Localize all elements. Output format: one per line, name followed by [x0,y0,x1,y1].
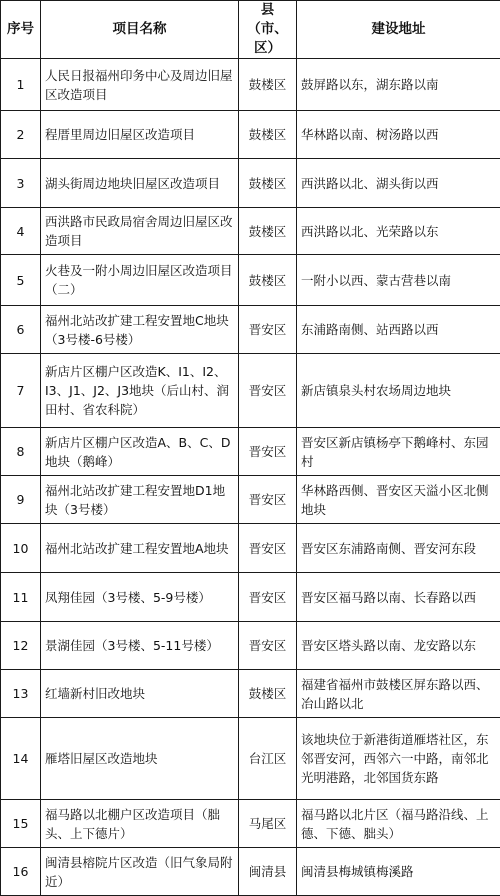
row-number: 15 [1,800,41,848]
row-number: 7 [1,354,41,428]
project-name: 凤翔佳园（3号楼、5-9号楼） [41,573,239,622]
project-name: 人民日报福州印务中心及周边旧屋区改造项目 [41,59,239,111]
table-row [1,208,500,255]
project-name: 福州北站改扩建工程安置地A地块 [41,524,239,573]
county: 晋安区 [239,524,297,573]
row-number: 10 [1,524,41,573]
table-row [1,622,500,670]
project-name: 火巷及一附小周边旧屋区改造项目（二） [41,255,239,306]
row-number: 12 [1,622,41,670]
address: 西洪路以北、光荣路以东 [297,208,500,255]
address: 西洪路以北、湖头街以西 [297,159,500,208]
county: 晋安区 [239,476,297,524]
project-name: 新店片区棚户区改造K、I1、I2、I3、J1、J2、J3地块（后山村、润田村、省农科院） [41,354,239,428]
row-number: 2 [1,111,41,159]
table-row [1,255,500,306]
address: 华林路以南、树汤路以西 [297,111,500,159]
table-row [1,476,500,524]
project-name: 新店片区棚户区改造A、B、C、D地块（鹅峰） [41,428,239,476]
row-number: 5 [1,255,41,306]
table-row [1,524,500,573]
project-name: 景湖佳园（3号楼、5-11号楼） [41,622,239,670]
table-row [1,800,500,848]
project-name: 程厝里周边旧屋区改造项目 [41,111,239,159]
table-row [1,159,500,208]
address: 晋安区福马路以南、长春路以西 [297,573,500,622]
project-name: 福州北站改扩建工程安置地C地块（3号楼-6号楼） [41,306,239,354]
address: 晋安区东浦路南侧、晋安河东段 [297,524,500,573]
address: 晋安区塔头路以南、龙安路以东 [297,622,500,670]
header-project-name: 项目名称 [41,1,239,59]
county: 鼓楼区 [239,670,297,718]
county: 晋安区 [239,573,297,622]
project-name: 西洪路市民政局宿舍周边旧屋区改造项目 [41,208,239,255]
table-row [1,111,500,159]
row-number: 16 [1,848,41,896]
address: 该地块位于新港街道雁塔社区，东邻晋安河，西邻六一中路，南邻北光明港路，北邻国货东路 [297,718,500,800]
row-number: 11 [1,573,41,622]
county: 晋安区 [239,428,297,476]
address: 福马路以北片区（福马路沿线、上德、下德、胐头） [297,800,500,848]
county: 鼓楼区 [239,208,297,255]
county: 闽清县 [239,848,297,896]
table-row [1,670,500,718]
table-row [1,718,500,800]
project-name: 福马路以北棚户区改造项目（胐头、上下德片） [41,800,239,848]
table-row [1,59,500,111]
table-row [1,428,500,476]
table-row [1,354,500,428]
address: 东浦路南侧、站西路以西 [297,306,500,354]
header-no: 序号 [1,1,41,59]
project-name: 红墙新村旧改地块 [41,670,239,718]
header-address: 建设地址 [297,1,500,59]
row-number: 4 [1,208,41,255]
county: 台江区 [239,718,297,800]
address: 闽清县梅城镇梅溪路 [297,848,500,896]
project-name: 闽清县榕院片区改造（旧气象局附近） [41,848,239,896]
row-number: 9 [1,476,41,524]
table-row [1,848,500,896]
county: 鼓楼区 [239,59,297,111]
county: 晋安区 [239,306,297,354]
address: 晋安区新店镇杨亭下鹅峰村、东园村 [297,428,500,476]
project-name: 福州北站改扩建工程安置地D1地块（3号楼） [41,476,239,524]
row-number: 14 [1,718,41,800]
county: 晋安区 [239,622,297,670]
project-name: 湖头街周边地块旧屋区改造项目 [41,159,239,208]
project-name: 雁塔旧屋区改造地块 [41,718,239,800]
county: 鼓楼区 [239,111,297,159]
row-number: 3 [1,159,41,208]
row-number: 13 [1,670,41,718]
row-number: 6 [1,306,41,354]
table-row [1,306,500,354]
address: 新店镇泉头村农场周边地块 [297,354,500,428]
county: 晋安区 [239,354,297,428]
row-number: 8 [1,428,41,476]
address: 鼓屏路以东，湖东路以南 [297,59,500,111]
address: 华林路西侧、晋安区天溢小区北侧地块 [297,476,500,524]
table-row [1,573,500,622]
row-number: 1 [1,59,41,111]
county: 鼓楼区 [239,255,297,306]
header-county: 县（市、区） [239,1,297,59]
county: 鼓楼区 [239,159,297,208]
address: 一附小以西、蒙古营巷以南 [297,255,500,306]
address: 福建省福州市鼓楼区屏东路以西、冶山路以北 [297,670,500,718]
county: 马尾区 [239,800,297,848]
header-row [1,1,500,59]
